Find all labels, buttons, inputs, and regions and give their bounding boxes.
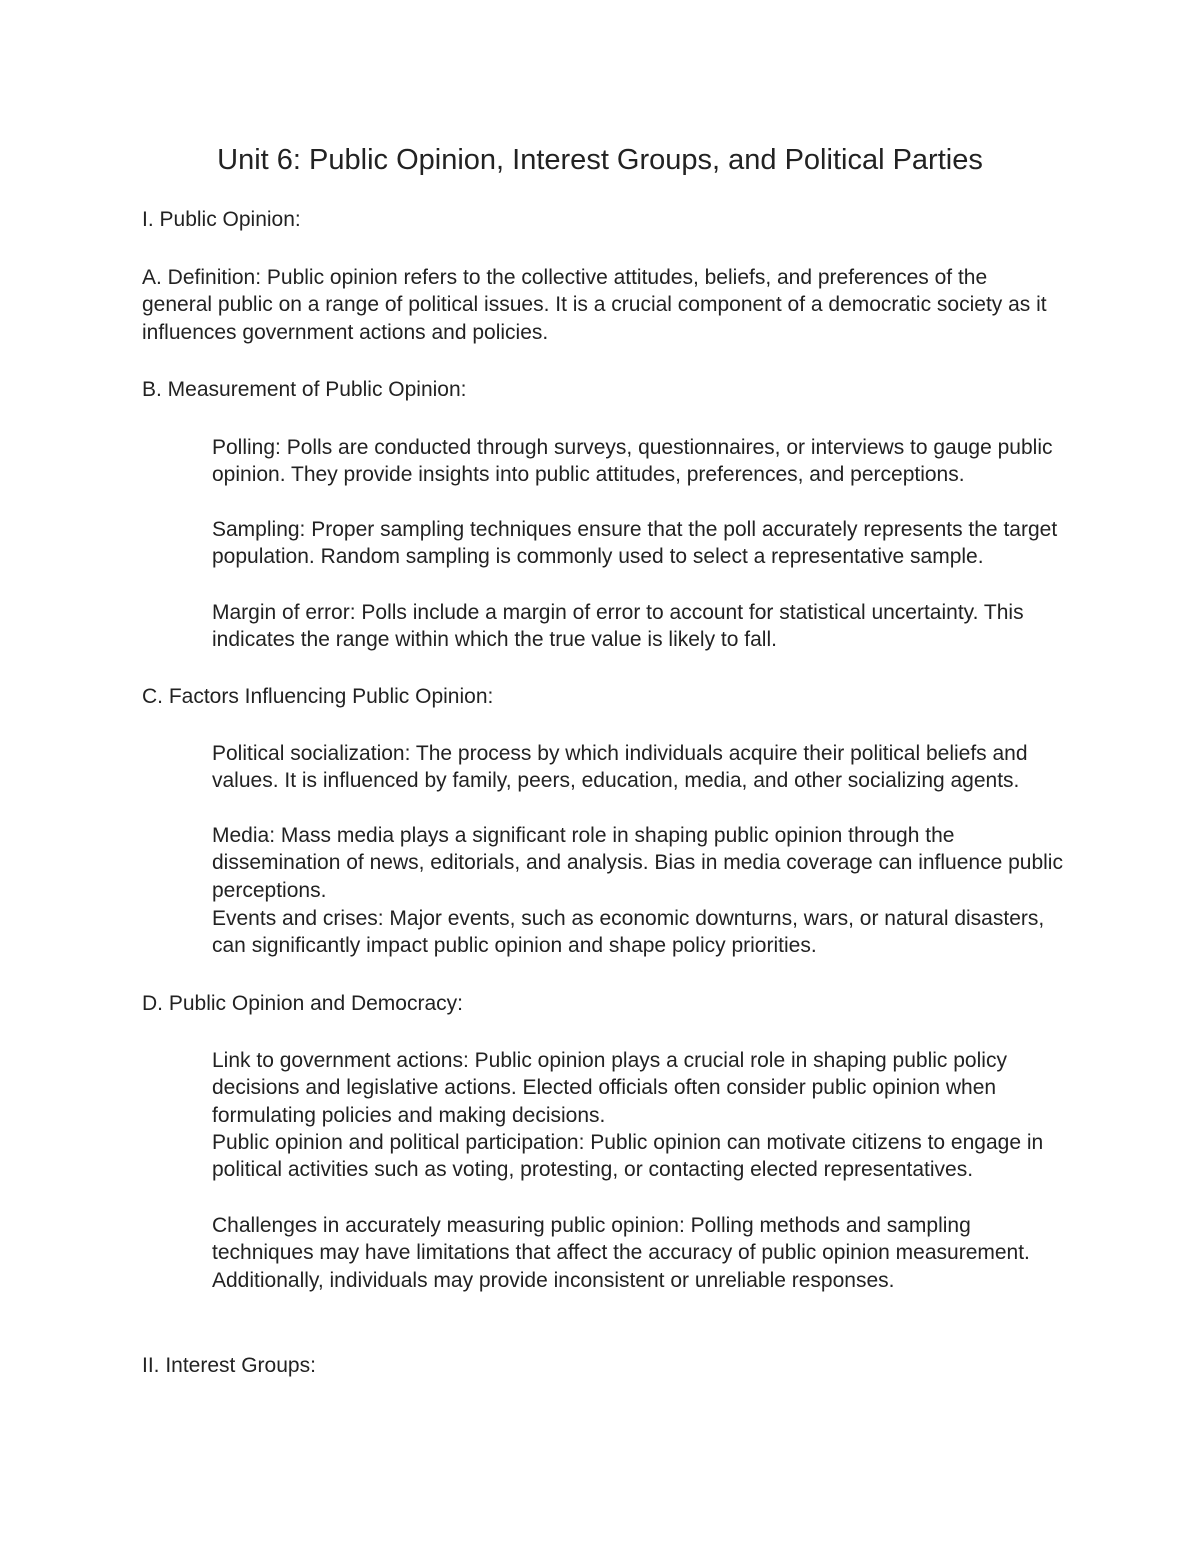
subsection-heading-democracy: D. Public Opinion and Democracy: <box>142 992 463 1015</box>
democracy-item-political-participation: Public opinion and political participation: Public opinion can motivate citizens to engage in political activities such as voting, protesting, or contacting elected representatives. <box>212 1131 1044 1182</box>
factors-item-events-and-crises: Events and crises: Major events, such as economic downturns, wars, or natural disasters, can significantly impact public opinion and shape policy priorities. <box>212 907 1045 958</box>
factors-item-media: Media: Mass media plays a significant role in shaping public opinion through the dissemination of news, editorials, and analysis. Bias in media coverage can influence public perceptions. <box>212 824 1063 902</box>
democracy-item-link-to-government: Link to government actions: Public opinion plays a crucial role in shaping public policy decisions and legislative actions. Elected officials often consider public opinion when formulating policies and making decisions. <box>212 1049 1007 1127</box>
factors-item-political-socialization: Political socialization: The process by which individuals acquire their political beliefs and values. It is influenced by family, peers, education, media, and other socializing agents. <box>212 742 1028 793</box>
measurement-item-polling: Polling: Polls are conducted through surveys, questionnaires, or interviews to gauge public opinion. They provide insights into public attitudes, preferences, and perceptions. <box>212 436 1053 487</box>
definition-paragraph: A. Definition: Public opinion refers to the collective attitudes, beliefs, and preferences of the general public on a range of political issues. It is a crucial component of a democratic society as it influences government actions and policies. <box>142 266 1047 344</box>
democracy-item-measurement-challenges: Challenges in accurately measuring public opinion: Polling methods and sampling techniques may have limitations that affect the accuracy of public opinion measurement. Additionally, individuals may provide inconsistent or unreliable responses. <box>212 1214 1030 1292</box>
subsection-heading-factors: C. Factors Influencing Public Opinion: <box>142 685 494 708</box>
section-heading-interest-groups: II. Interest Groups: <box>142 1354 316 1377</box>
measurement-item-sampling: Sampling: Proper sampling techniques ensure that the poll accurately represents the target population. Random sampling is commonly used to select a representative sample. <box>212 518 1058 569</box>
document-title: Unit 6: Public Opinion, Interest Groups, and Political Parties <box>217 144 983 176</box>
measurement-item-margin-of-error: Margin of error: Polls include a margin of error to account for statistical uncertainty. This indicates the range within which the true value is likely to fall. <box>212 601 1024 652</box>
subsection-heading-measurement: B. Measurement of Public Opinion: <box>142 378 467 401</box>
section-heading-public-opinion: I. Public Opinion: <box>142 208 301 231</box>
